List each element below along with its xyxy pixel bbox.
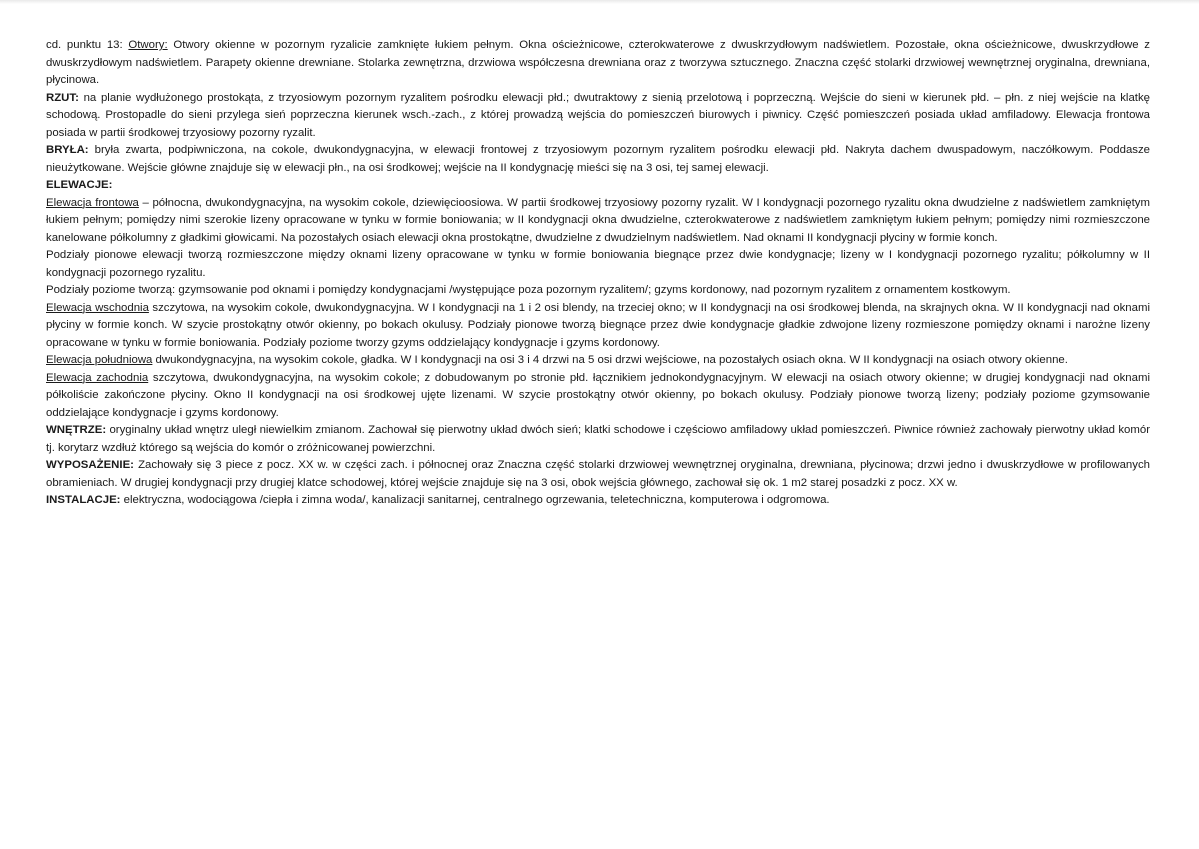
frontowa-term: Elewacja frontowa [46, 196, 139, 209]
bryla-text: bryła zwarta, podpiwniczona, na cokole, dwukondygnacyjna, w elewacji frontowej z trzyosiowym pozornym ryzalitem pośrodku elewacji płd. Nakryta dachem dwuspadowym, naczółkowym. Poddasze nieużytkowane. Wejście główne znajduje się w elewacji płn., na osi środkowej; wejście na II kondygnację mieści się na 3 osi, tej samej elewacji. [46, 144, 1150, 174]
zachodnia-term: Elewacja zachodnia [46, 371, 149, 384]
rzut-label: RZUT: [46, 91, 79, 104]
poludniowa-term: Elewacja południowa [46, 354, 153, 366]
poludniowa-text: dwukondygnacyjna, na wysokim cokole, gładka. W I kondygnacji na osi 3 i 4 drzwi na 5 osi drzwi wejściowe, na pozostałych osiach okna. W II kondygnacji na osiach otwory okienne. [152, 354, 1068, 366]
wschodnia-text: szczytowa, na wysokim cokole, dwukondygnacyjna. W I kondygnacji na 1 i 2 osi blendy, na trzeciej okno; w II kondygnacji na osi środkowej blenda, na skrajnych okna. W II kondygnacji nad oknami płyciny w formie konch. W szycie prostokątny otwór okienny, po bokach okulusy. Podziały pionowe tworzą biegnące przez dwie kondygnacje gładkie zdwojone lizeny rozmieszone pomiędzy oknami i narożne lizeny opracowane w tynku w formie boniowania. Podziały poziome tworzy gzyms oddzielający kondygnacje i gzyms kordonowy. [46, 301, 1150, 349]
elewacje-heading: ELEWACJE: [46, 179, 113, 191]
paragraph-otwory [46, 37, 1150, 90]
wyposazenie-label: WYPOSAŻENIE: [46, 459, 134, 471]
instalacje-text: elektryczna, wodociągowa /ciepła i zimna woda/, kanalizacji sanitarnej, centralnego ogrzewania, teletechniczna, komputerowa i odgromowa. [120, 494, 830, 506]
paragraph-instalacje [46, 492, 1150, 510]
otwory-text: Otwory okienne w pozornym ryzalicie zamknięte łukiem pełnym. Okna ościeżnicowe, czterokwaterowe z dwuskrzydłowym nadświetlem. Pozostałe, okna ościeżnicowe, dwuskrzydłowe z dwuskrzydłowym nadświetlem. Parapety okienne drewniane. Stolarka zewnętrzna, drzwiowa współczesna drewniana oraz z tworzywa sztucznego. Znaczna część stolarki drzwiowej wewnętrznej oryginalna, drewniana, płycinowa. [46, 39, 1151, 86]
otwory-lead: cd. punktu 13: [46, 39, 129, 51]
paragraph-wyposazenie [46, 457, 1150, 492]
wschodnia-term: Elewacja wschodnia [46, 301, 149, 314]
document-body [46, 37, 1150, 510]
rzut-text: na planie wydłużonego prostokąta, z trzyosiowym pozornym ryzalitem pośrodku elewacji płd.; dwutraktowy z sienią przelotową i poprzeczną. Wejście do sieni w kierunek płd. – płn. z niej wejście na klatkę schodową. Prostopadle do sieni przylega sień poprzeczna kierunek wsch.-zach., z której prowadzą wejścia do pomieszczeń biurowych i piwnicy. Część pomieszczeń posiada układ amfiladowy. Elewacja frontowa posiada w partii środkowej trzyosiowy pozorny ryzalit. [46, 91, 1150, 139]
paragraph-elewacja-poludniowa [46, 352, 1150, 370]
paragraph-bryla [46, 142, 1150, 177]
paragraph-wnetrze [46, 422, 1150, 457]
bryla-label: BRYŁA: [46, 144, 89, 156]
paragraph-podzialy-poziome: Podziały poziome tworzą: gzymsowanie pod oknami i pomiędzy kondygnacjami /występujące poza pozornym ryzalitem/; gzyms kordonowy, nad pozornym ryzalitem z ornamentem kostkowym. [46, 284, 1011, 296]
paragraph-rzut [46, 90, 1150, 143]
paragraph-elewacja-wschodnia [46, 300, 1150, 353]
scan-top-edge [0, 0, 1199, 4]
frontowa-text: – północna, dwukondygnacyjna, na wysokim cokole, dziewięcioosiowa. W partii środkowej trzyosiowy pozorny ryzalit. W I kondygnacji pozornego ryzalitu okna dwudzielne z nadświetlem zamkniętym łukiem pełnym; pomiędzy nimi szerokie lizeny opracowane w tynku w formie boniowania; w II kondygnacji okna dwudzielne, czterokwaterowe z nadświetlem zamkniętym łukiem pełnym; pomiędzy nimi rozmieszczone kanelowane półkolumny z gładkimi głowicami. Na pozostałych osiach elewacji okna prostokątne, dwudzielne z dwudzielnym nadświetlem. Nad oknami II kondygnacji płyciny w formie konch. [46, 196, 1150, 244]
paragraph-elewacja-frontowa [46, 195, 1150, 248]
instalacje-label: INSTALACJE: [46, 494, 121, 506]
zachodnia-text: szczytowa, dwukondygnacyjna, na wysokim cokole; z dobudowanym po stronie płd. łącznikiem jednokondygnacyjnym. W elewacji na osiach otwory okienne; w drugiej kondygnacji nad oknami półkoliście zakończone płyciny. Okno II kondygnacji na osi środkowej ujęte lizenami. W szycie prostokątny otwór okienny, po bokach okulusy. Podziały pionowe tworzą lizeny; podziały poziome gzymsowanie oddzielające kondygnacje i gzyms kordonowy. [46, 371, 1150, 419]
otwory-term: Otwory: [128, 39, 168, 51]
wyposazenie-text: Zachowały się 3 piece z pocz. XX w. w części zach. i północnej oraz Znaczna część stolarki drzwiowej wewnętrznej oryginalna, drewniana, płycinowa; drzwi jedno i dwuskrzydłowe w profilowanych obramieniach. W drugiej kondygnacji przy drugiej klatce schodowej, której wejście znajduje się na 3 osi, obok wejścia głównego, zachował się ok. 1 m2 starej posadzki z pocz. XX w. [46, 459, 1150, 489]
paragraph-elewacja-zachodnia [46, 370, 1150, 423]
paragraph-podzialy-pionowe: Podziały pionowe elewacji tworzą rozmieszczone między oknami lizeny opracowane w tynku w formie boniowania biegnące przez dwie kondygnacje; lizeny w I kondygnacji pozornego ryzalitu; półkolumny w II kondygnacji pozornego ryzalitu. [46, 249, 1150, 279]
wnetrze-text: oryginalny układ wnętrz uległ niewielkim zmianom. Zachował się pierwotny układ dwóch sień; klatki schodowe i częściowo amfiladowy układ pomieszczeń. Piwnice również zachowały pierwotny układ komór tj. korytarz wzdłuż którego są wejścia do komór o zróżnicowanej powierzchni. [46, 424, 1150, 454]
wnetrze-label: WNĘTRZE: [46, 424, 107, 436]
